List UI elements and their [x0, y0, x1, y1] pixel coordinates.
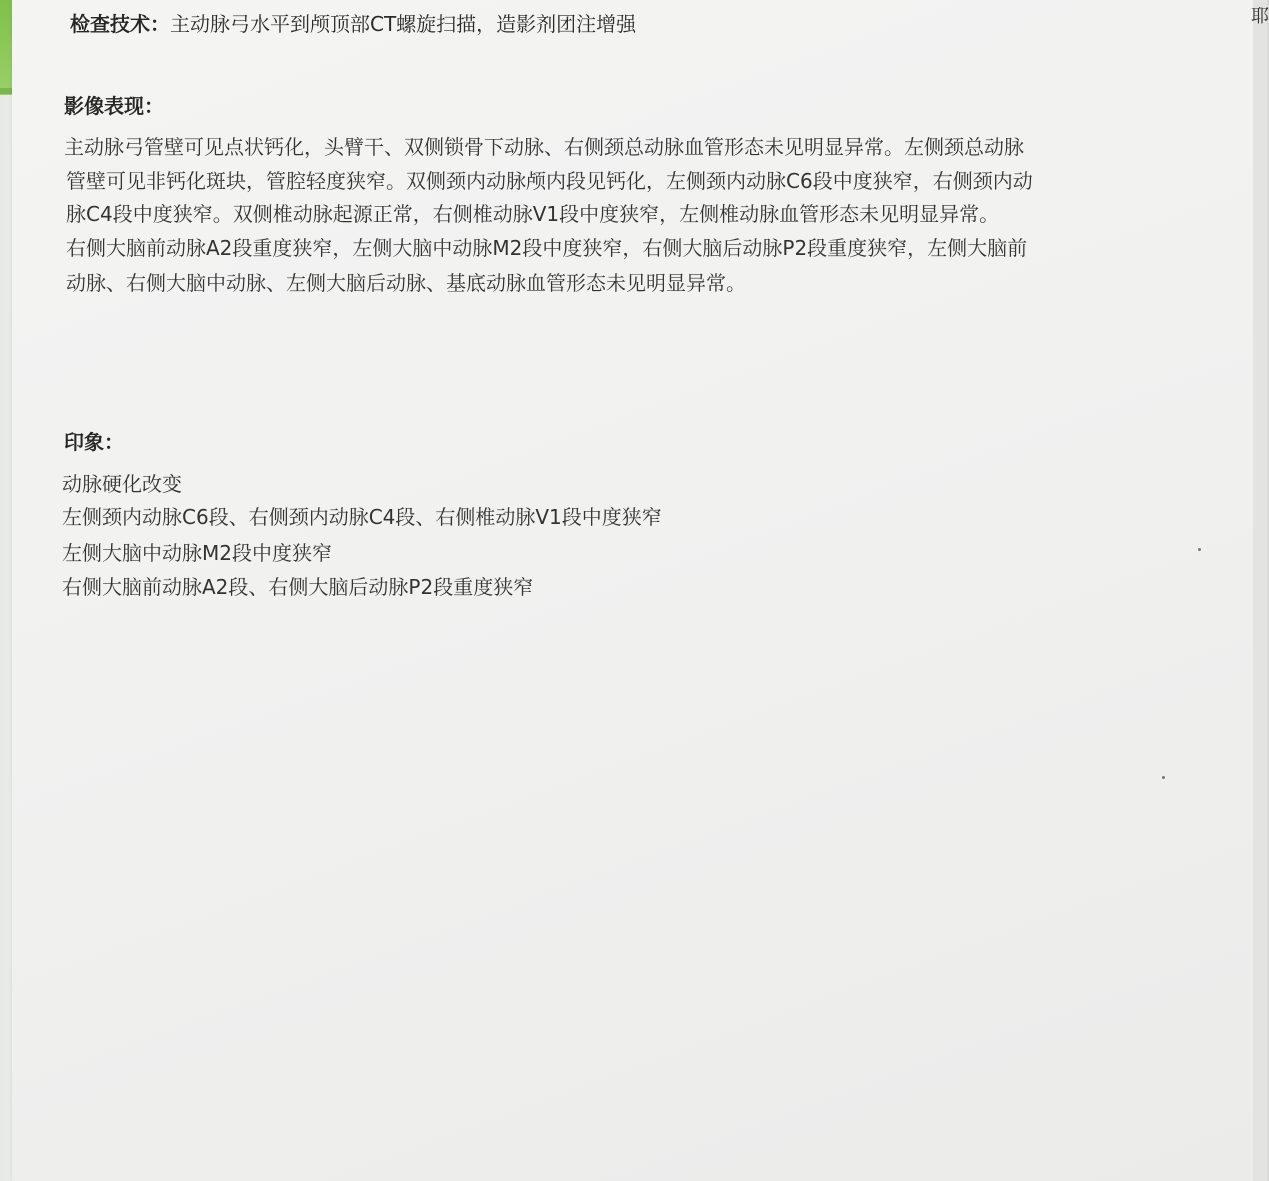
impression-line: 左侧大脑中动脉M2段中度狭窄 — [62, 541, 332, 565]
findings-line: 动脉、右侧大脑中动脉、左侧大脑后动脉、基底动脉血管形态未见明显异常。 — [66, 271, 746, 295]
technique-line — [70, 8, 636, 37]
technique-value: 主动脉弓水平到颅顶部CT螺旋扫描，造影剂团注增强 — [170, 12, 637, 36]
findings-line: 脉C4段中度狭窄。双侧椎动脉起源正常，右侧椎动脉V1段中度狭窄，左侧椎动脉血管形态未见明显异常。 — [66, 202, 1000, 226]
impression-line: 右侧大脑前动脉A2段、右侧大脑后动脉P2段重度狭窄 — [62, 575, 534, 599]
report-paper — [12, 0, 1254, 1181]
right-edge-strip — [1253, 0, 1267, 1181]
paper-speck — [1162, 776, 1165, 779]
paper-speck — [1198, 548, 1201, 551]
findings-line: 管壁可见非钙化斑块，管腔轻度狭窄。双侧颈内动脉颅内段见钙化，左侧颈内动脉C6段中度狭窄，右侧颈内动 — [66, 169, 1033, 193]
impression-line: 动脉硬化改变 — [62, 472, 182, 496]
findings-line: 右侧大脑前动脉A2段重度狭窄，左侧大脑中动脉M2段中度狭窄，右侧大脑后动脉P2段重度狭窄，左侧大脑前 — [66, 236, 1028, 260]
corner-glyph: 耶 — [1251, 6, 1269, 27]
impression-heading: 印象： — [64, 430, 124, 454]
impression-line: 左侧颈内动脉C6段、右侧颈内动脉C4段、右侧椎动脉V1段中度狭窄 — [62, 505, 662, 529]
findings-line: 主动脉弓管壁可见点状钙化，头臂干、双侧锁骨下动脉、右侧颈总动脉血管形态未见明显异常。左侧颈总动脉 — [64, 135, 1024, 159]
technique-label: 检查技术： — [70, 12, 170, 36]
findings-heading: 影像表现： — [64, 94, 164, 118]
